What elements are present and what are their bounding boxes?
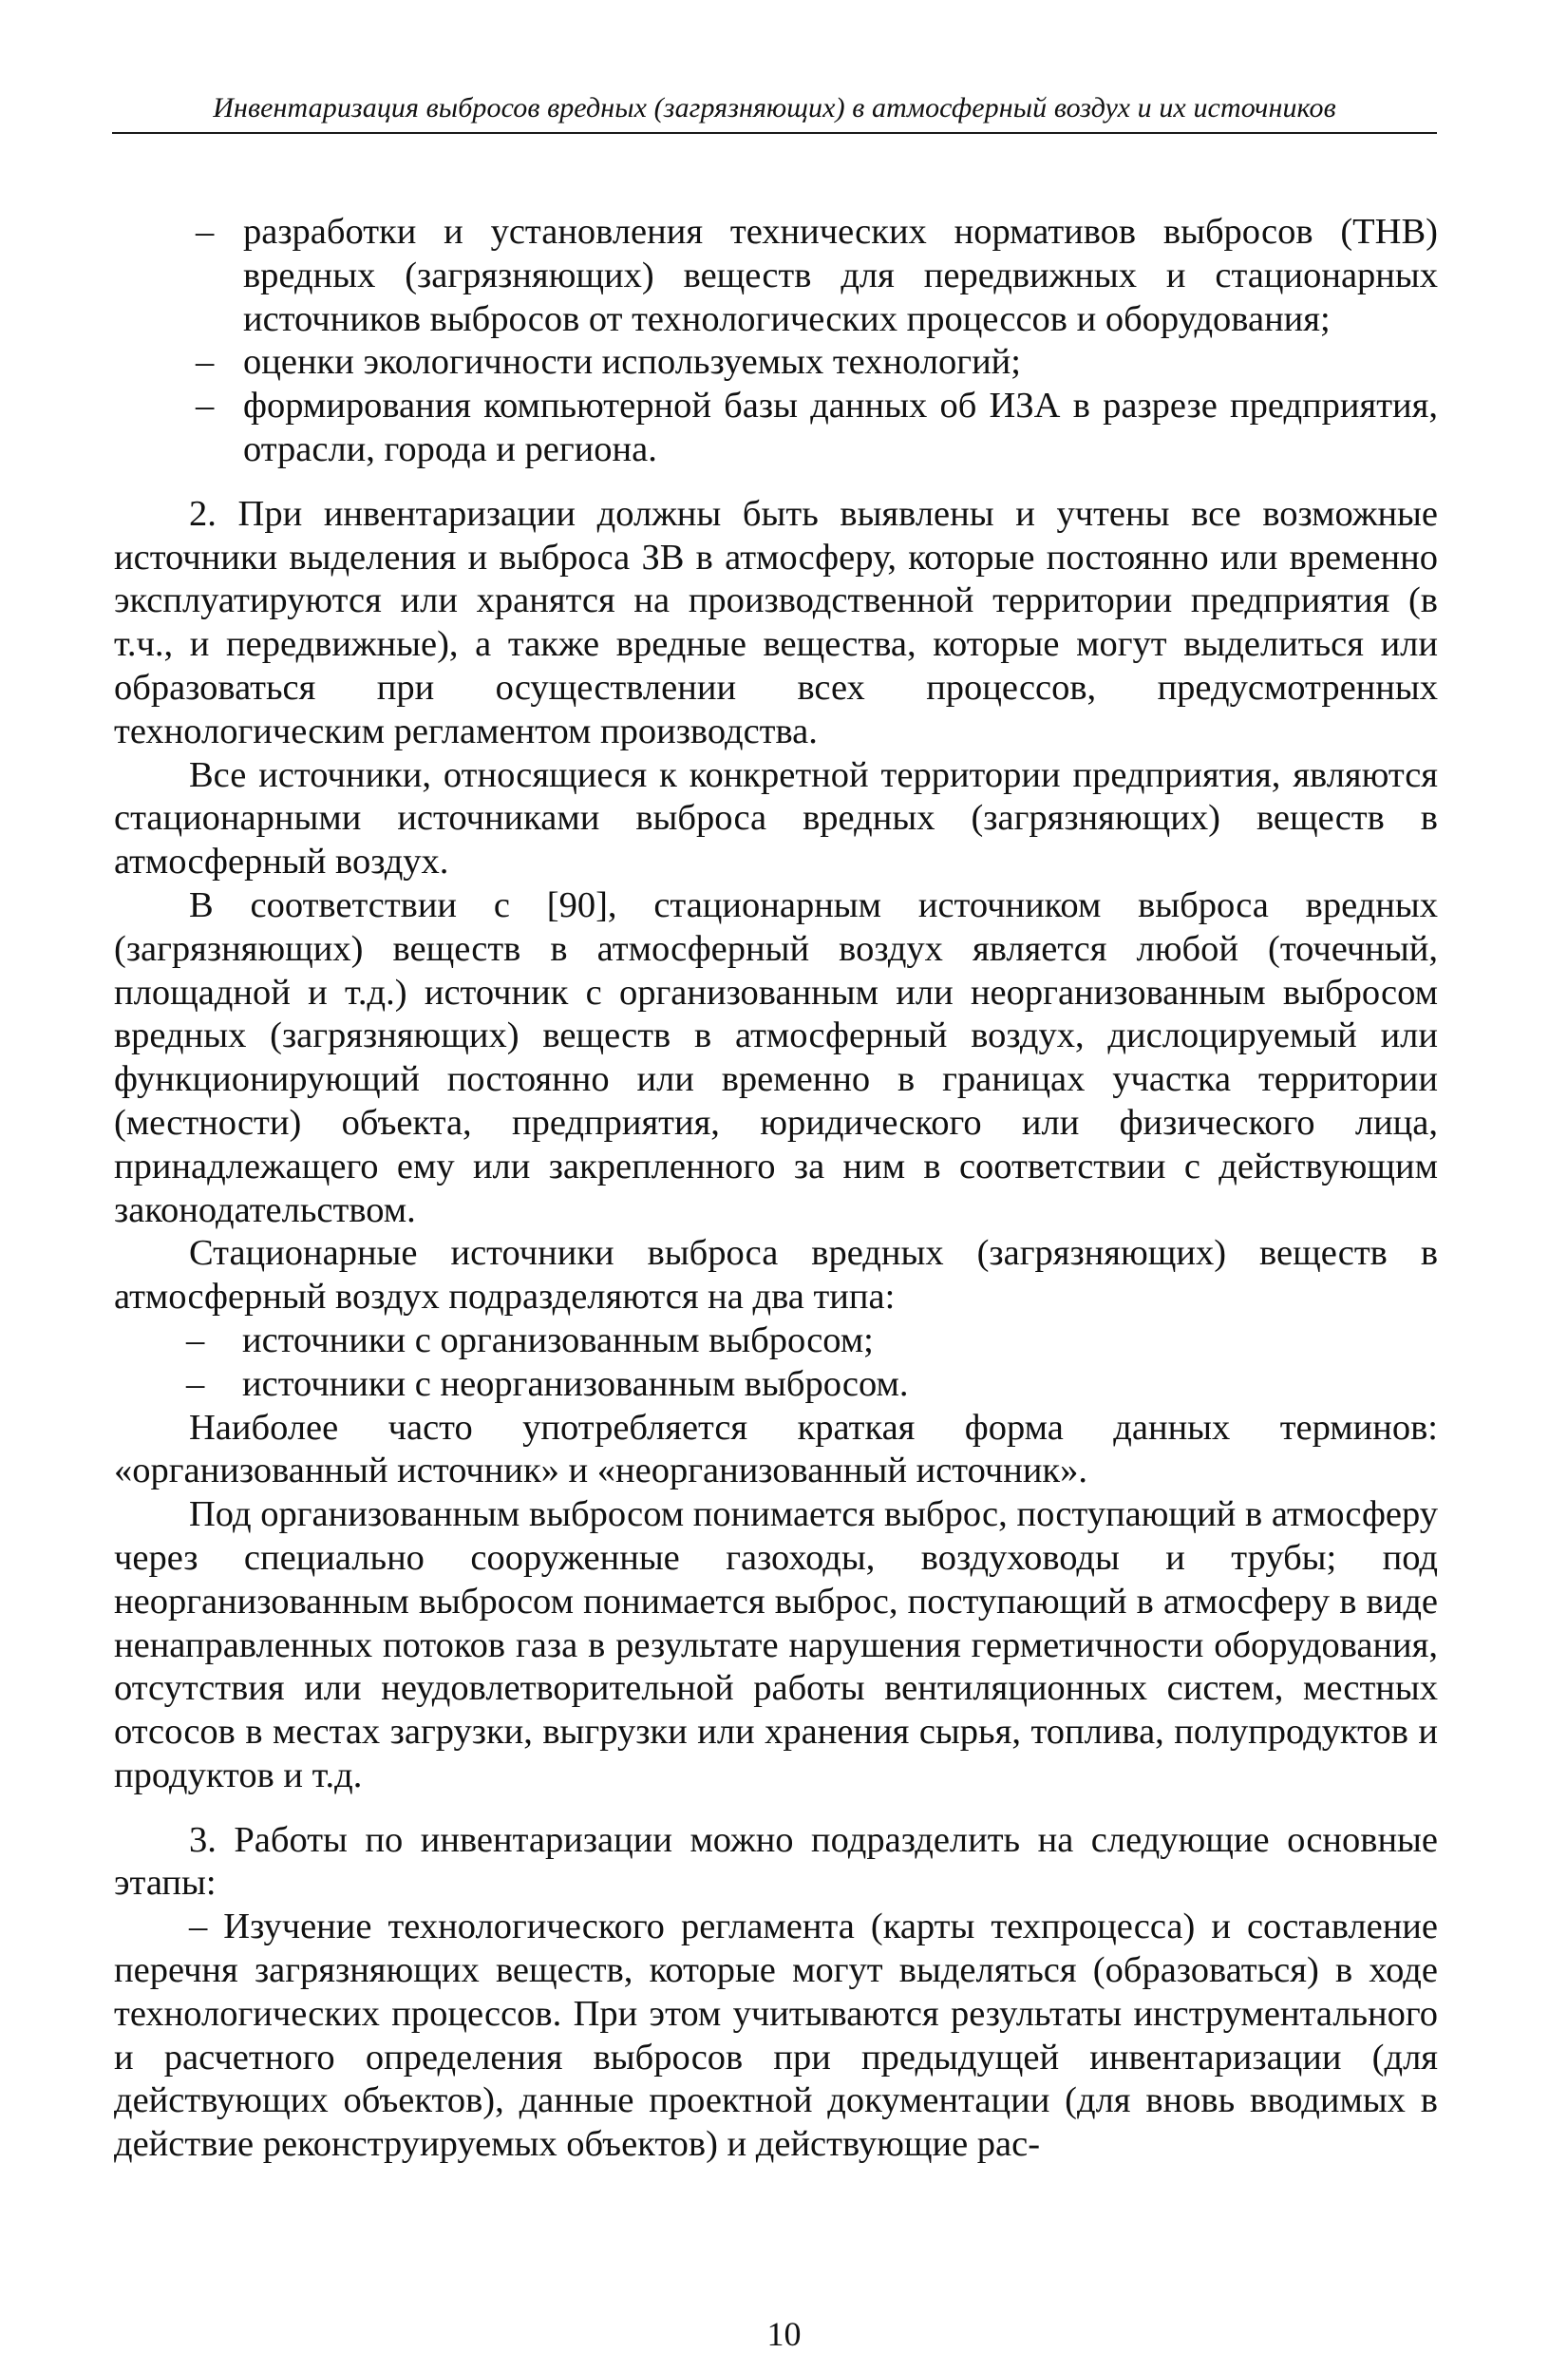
- bullet-list-purposes: [114, 211, 1438, 472]
- dash-marker: –: [196, 212, 215, 252]
- list-item-text: формирования компьютерной базы данных об ИЗА в разрезе предприятия, отрасли, города и региона.: [243, 386, 1438, 469]
- running-header: Инвентаризация выбросов вредных (загрязняющих) в атмосферный воздух и их источников: [213, 92, 1336, 123]
- paragraph-9: – Изучение технологического регламента (карты техпроцесса) и составление перечня загрязняющих веществ, которые могут выделяться (образоваться) в ходе технологических процессов. При этом учитываются результаты инструментального и расчетного определения выбросов при предыдущей инвентаризации (для действующих объектов), данные проектной документации (для вновь вводимых в действие реконструируемых объектов) и действующие рас-: [114, 1907, 1438, 2165]
- paragraph-4: В соответствии с [90], стационарным источником выброса вредных (загрязняющих) веществ в атмосферный воздух является любой (точечный, площадной и т.д.) источник с организованным или неорганизованным выбросом вредных (загрязняющих) веществ в атмосферный воздух, дислоцируемый или функционирующий постоянно или временно в границах участка территории (местности) объекта, предприятия, юридического или физического лица, принадлежащего ему или закрепленного за ним в соответствии с действующим законодательством.: [114, 884, 1438, 1230]
- list-item: [114, 385, 1438, 472]
- list-item: [114, 211, 1438, 341]
- paragraph-7: Под организованным выбросом понимается выброс, поступающий в атмосферу через специально сооруженные газоходы, воздуховоды и трубы; под неорганизованным выбросом понимается выброс, поступающий в атмосферу в виде ненаправленных потоков газа в результате нарушения герметичности оборудования, отсутствия или неудовлетворительной работы вентиляционных систем, местных отсосов в местах загрузки, выгрузки или хранения сырья, топлива, полупродуктов и продуктов и т.д.: [114, 1494, 1438, 1795]
- list-item: [114, 1319, 1438, 1363]
- dash-marker: –: [186, 1363, 205, 1404]
- list-item: [114, 1363, 1438, 1407]
- paragraph-3: Все источники, относящиеся к конкретной территории предприятия, являются стационарными источниками выброса вредных (загрязняющих) веществ в атмосферный воздух.: [114, 754, 1438, 882]
- dash-marker: –: [196, 386, 215, 427]
- paragraph-5: Стационарные источники выброса вредных (загрязняющих) веществ в атмосферный воздух подразделяются на два типа:: [114, 1233, 1438, 1318]
- dash-marker: –: [186, 1319, 205, 1360]
- paragraph-6: Наиболее часто употребляется краткая форма данных терминов: «организованный источник» и «неорганизованный источник».: [114, 1407, 1438, 1491]
- list-item-text: разработки и установления технических нормативов выбросов (ТНВ) вредных (загрязняющих) веществ для передвижных и стационарных источников выбросов от технологических процессов и оборудования;: [243, 212, 1438, 339]
- list-item-text: оценки экологичности используемых технологий;: [243, 342, 1021, 383]
- paragraph-8: 3. Работы по инвентаризации можно подразделить на следующие основные этапы:: [114, 1819, 1438, 1904]
- header-divider: [112, 132, 1437, 134]
- dash-marker: –: [196, 342, 215, 383]
- paragraph-2: 2. При инвентаризации должны быть выявлены и учтены все возможные источники выделения и выброса ЗВ в атмосферу, которые постоянно или временно эксплуатируются или хранятся на производственной территории предприятия (в т.ч., и передвижные), а также вредные вещества, которые могут выделиться или образоваться при осуществлении всех процессов, предусмотренных технологическим регламентом производства.: [114, 493, 1438, 751]
- page-number: 10: [766, 2315, 802, 2353]
- list-item: [114, 341, 1438, 385]
- list-item-text: источники с неорганизованным выбросом.: [242, 1363, 909, 1404]
- list-item-text: источники с организованным выбросом;: [242, 1319, 874, 1360]
- bullet-list-source-types: [114, 1319, 1438, 1407]
- page-body: [114, 211, 1438, 2167]
